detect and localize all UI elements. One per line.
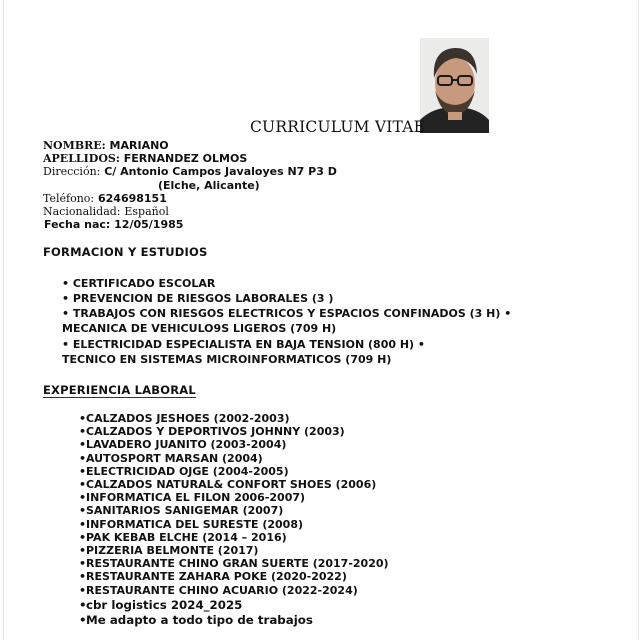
bullet-icon: • [79, 557, 87, 571]
experience-item [79, 544, 258, 557]
bullet-icon: • [79, 570, 87, 584]
education-line: TECNICO EN SISTEMAS MICROINFORMATICOS (709 H) [62, 353, 392, 366]
experience-item-text: cbr logistics 2024_2025 [86, 598, 243, 613]
phone-row [43, 192, 167, 205]
profile-photo-icon [420, 38, 489, 133]
bullet-icon: • [79, 504, 87, 518]
surname-label: APELLIDOS: [43, 152, 120, 165]
experience-item-text: RESTAURANTE CHINO ACUARIO (2022-2024) [86, 583, 358, 597]
experience-item-text: PAK KEBAB ELCHE (2014 – 2016) [86, 530, 287, 544]
address-label: Dirección: [43, 165, 101, 178]
experience-item [79, 438, 286, 451]
bullet-icon: • [79, 438, 87, 452]
experience-item-text: SANITARIOS SANIGEMAR (2007) [86, 504, 284, 518]
profile-photo [420, 38, 489, 133]
experience-item-text: AUTOSPORT MARSAN (2004) [86, 451, 263, 465]
experience-item-text: INFORMATICA DEL SURESTE (2008) [86, 517, 304, 531]
bullet-icon: • [79, 598, 87, 613]
experience-item-text: CALZADOS NATURAL& CONFORT SHOES (2006) [86, 478, 377, 491]
bullet-icon: • [79, 425, 87, 439]
experience-heading: EXPERIENCIA LABORAL [43, 383, 196, 397]
education-heading: FORMACION Y ESTUDIOS [43, 245, 208, 259]
nationality-row [43, 205, 169, 218]
bullet-icon: • [79, 544, 87, 557]
education-line: • PREVENCION DE RIESGOS LABORALES (3 ) [62, 292, 334, 305]
address-row [43, 165, 337, 178]
experience-item-text: Me adapto a todo tipo de trabajos [86, 613, 313, 627]
bullet-icon: • [79, 491, 87, 505]
experience-item [79, 518, 303, 531]
experience-item [79, 412, 290, 425]
nationality-value: Español [124, 205, 169, 218]
bullet-icon: • [79, 530, 87, 544]
education-line: • CERTIFICADO ESCOLAR [62, 277, 216, 290]
document-title: CURRICULUM VITAE [250, 118, 426, 136]
experience-item-text: INFORMATICA EL FILON 2006-2007) [86, 491, 306, 505]
education-line: • TRABAJOS CON RIESGOS ELECTRICOS Y ESPACIOS CONFINADOS (3 H) • [62, 307, 512, 320]
experience-item [79, 570, 347, 583]
experience-item [79, 425, 345, 438]
birth-value: 12/05/1985 [114, 218, 184, 231]
bullet-icon: • [79, 451, 87, 465]
experience-item [79, 584, 358, 597]
name-label: NOMBRE: [43, 139, 106, 152]
experience-item [79, 557, 389, 570]
experience-item-text: RESTAURANTE ZAHARA POKE (2020-2022) [86, 570, 347, 584]
experience-item [79, 504, 283, 517]
bullet-icon: • [79, 613, 87, 627]
experience-item [79, 491, 305, 504]
nationality-label: Nacionalidad: [43, 205, 121, 218]
bullet-icon: • [79, 464, 87, 478]
bullet-icon: • [79, 517, 87, 531]
experience-item-text: CALZADOS Y DEPORTIVOS JOHNNY (2003) [86, 425, 345, 439]
bullet-icon: • [79, 412, 87, 425]
bullet-icon: • [79, 478, 87, 491]
address-line2: (Elche, Alicante) [158, 179, 260, 192]
surname-value: FERNANDEZ OLMOS [123, 152, 248, 165]
phone-value: 624698151 [97, 192, 167, 205]
experience-item [79, 613, 313, 627]
name-row [43, 139, 169, 152]
education-line: MECANICA DE VEHICULO9S LIGEROS (709 H) [62, 322, 337, 335]
surname-row [43, 152, 247, 165]
experience-item-text: LAVADERO JUANITO (2003-2004) [86, 438, 287, 452]
experience-item-text: CALZADOS JESHOES (2002-2003) [86, 412, 290, 425]
experience-item [79, 598, 242, 612]
experience-item-text: ELECTRICIDAD OJGE (2004-2005) [86, 464, 289, 478]
experience-item [79, 465, 289, 478]
birth-row [44, 218, 183, 231]
address-line1: C/ Antonio Campos Javaloyes N7 P3 D [104, 165, 337, 178]
experience-item [79, 531, 287, 544]
experience-item [79, 452, 263, 465]
bullet-icon: • [79, 583, 87, 597]
name-value: MARIANO [109, 139, 169, 152]
phone-label: Teléfono: [43, 192, 95, 205]
experience-item-text: RESTAURANTE CHINO GRAN SUERTE (2017-2020) [86, 557, 389, 571]
experience-item [79, 478, 376, 491]
birth-label: Fecha nac: [44, 218, 111, 231]
experience-item-text: PIZZERIA BELMONTE (2017) [86, 544, 259, 557]
education-line: • ELECTRICIDAD ESPECIALISTA EN BAJA TENSION (800 H) • [62, 338, 425, 351]
